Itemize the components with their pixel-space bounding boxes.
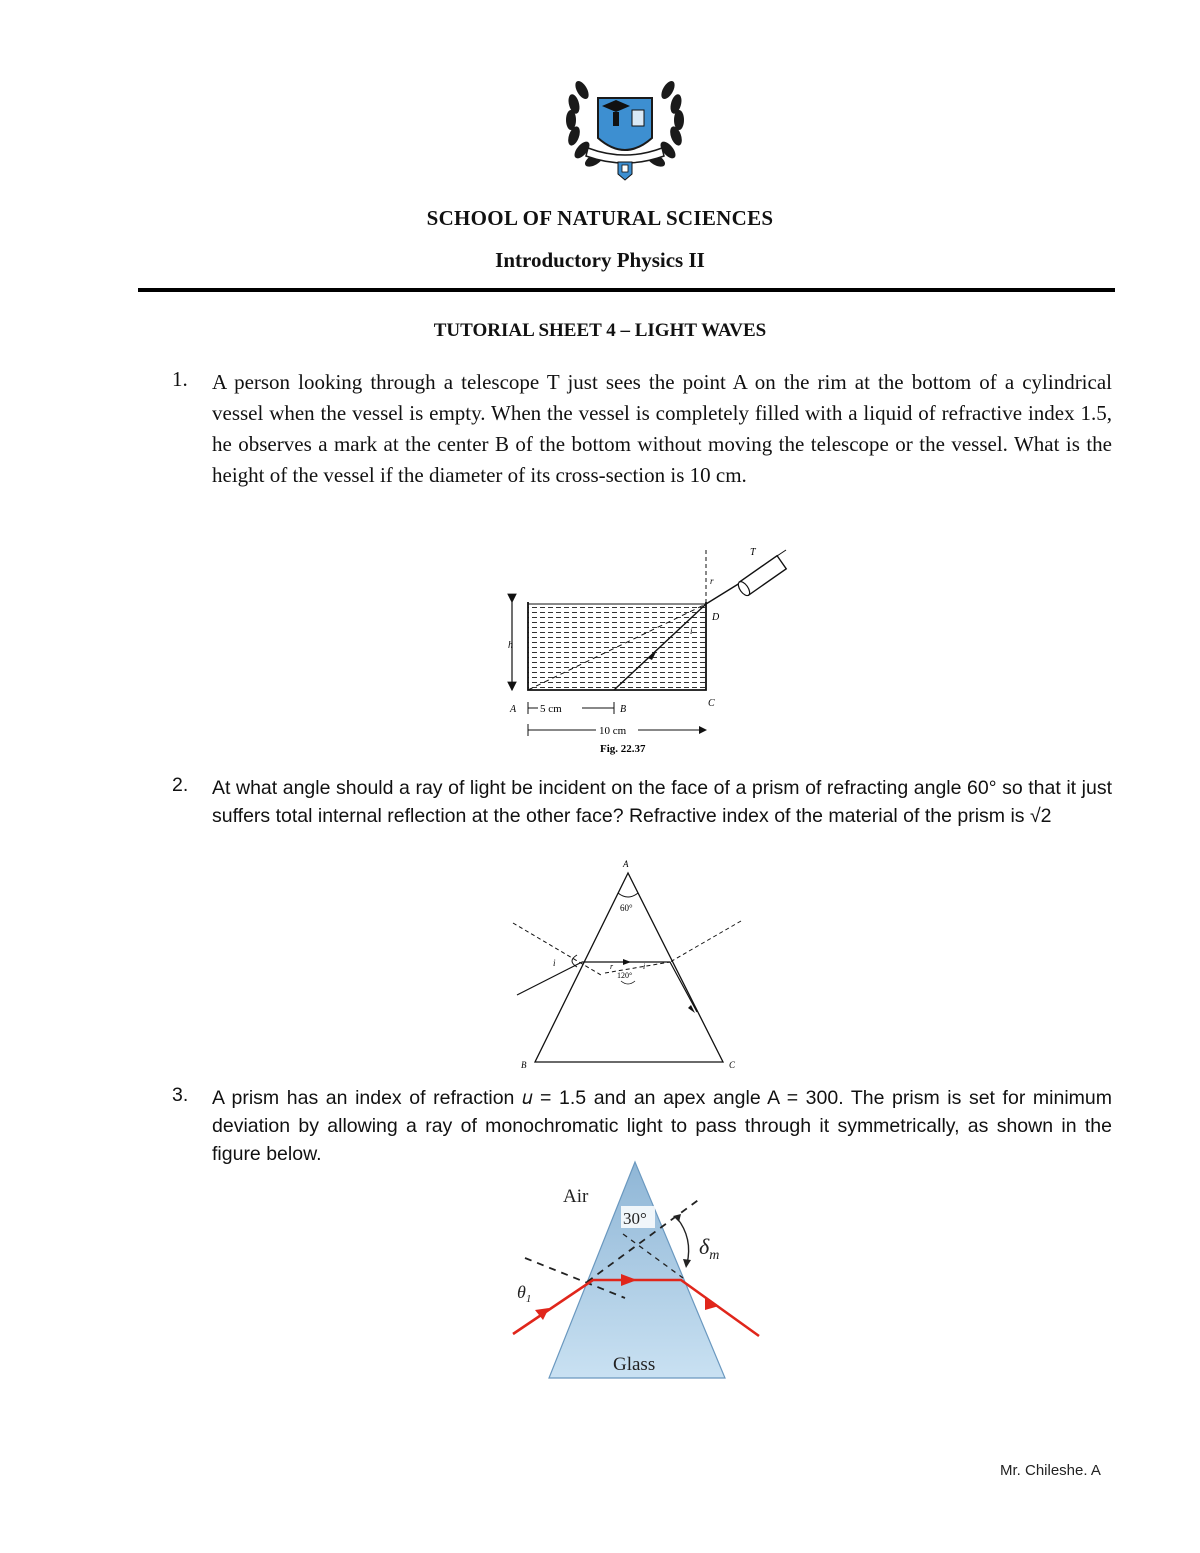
question-3-number: 3. [172, 1084, 189, 1106]
sheet-title: TUTORIAL SHEET 4 – LIGHT WAVES [433, 320, 767, 341]
label-c: C [708, 698, 715, 709]
label-theta: $\theta_1$ [517, 1282, 532, 1305]
label-30: 30° [623, 1209, 647, 1228]
question-2-text: At what angle should a ray of light be incident on the face of a prism of refracting angle 60° so that it just suffers total internal reflection at the other face? Refractive index of the material of the prism is √2 [212, 777, 1112, 827]
vessel-figure [500, 540, 800, 765]
label-apex-a: A [623, 859, 629, 869]
label-h: h [508, 640, 513, 651]
label-r: r [710, 576, 714, 586]
label-t: T [750, 547, 756, 558]
label-r: r [610, 962, 614, 971]
school-title: SCHOOL OF NATURAL SCIENCES [426, 206, 774, 230]
question-2-number: 2. [172, 774, 189, 796]
dim-10cm: 10 cm [599, 725, 627, 737]
label-air: Air [563, 1186, 589, 1207]
figure-caption: Fig. 22.37 [600, 743, 646, 755]
label-a: A [510, 704, 517, 715]
label-i: i [690, 626, 693, 636]
label-b: B [620, 704, 627, 715]
label-60: 60° [620, 903, 633, 913]
label-d: D [712, 612, 720, 623]
dim-5cm: 5 cm [540, 703, 562, 715]
author-footer: Mr. Chileshe. A [1000, 1462, 1101, 1479]
label-ic: i [643, 962, 646, 971]
label-120: 120° [617, 971, 633, 980]
label-c: C [729, 1060, 736, 1070]
label-b: B [521, 1060, 527, 1070]
question-3-text: A prism has an index of refraction 𝑢 = 1.5 and an apex angle A = 300. The prism is set for minimum deviation by allowing a ray of monochromatic light to pass through it symmetrically, as shown in the figure below. [212, 1087, 1112, 1165]
label-i: i [553, 958, 556, 968]
header-divider [138, 288, 1115, 292]
course-title: Introductory Physics II [495, 248, 705, 272]
question-1-text: A person looking through a telescope T just sees the point A on the rim at the bottom of a cylindrical vessel when the vessel is empty. When the vessel is completely filled with a liquid of refractive index 1.5, he observes a mark at the center B of the bottom without moving the telescope or the vessel. What is the height of the vessel if the diameter of its cross-section is 10 cm. [212, 370, 1112, 487]
university-logo [560, 70, 690, 185]
question-1-number: 1. [172, 367, 188, 391]
prism-tir-figure [505, 855, 750, 1075]
label-delta: $\delta_m$ [699, 1234, 720, 1263]
prism-min-deviation-figure [505, 1158, 765, 1388]
label-glass: Glass [613, 1354, 656, 1375]
